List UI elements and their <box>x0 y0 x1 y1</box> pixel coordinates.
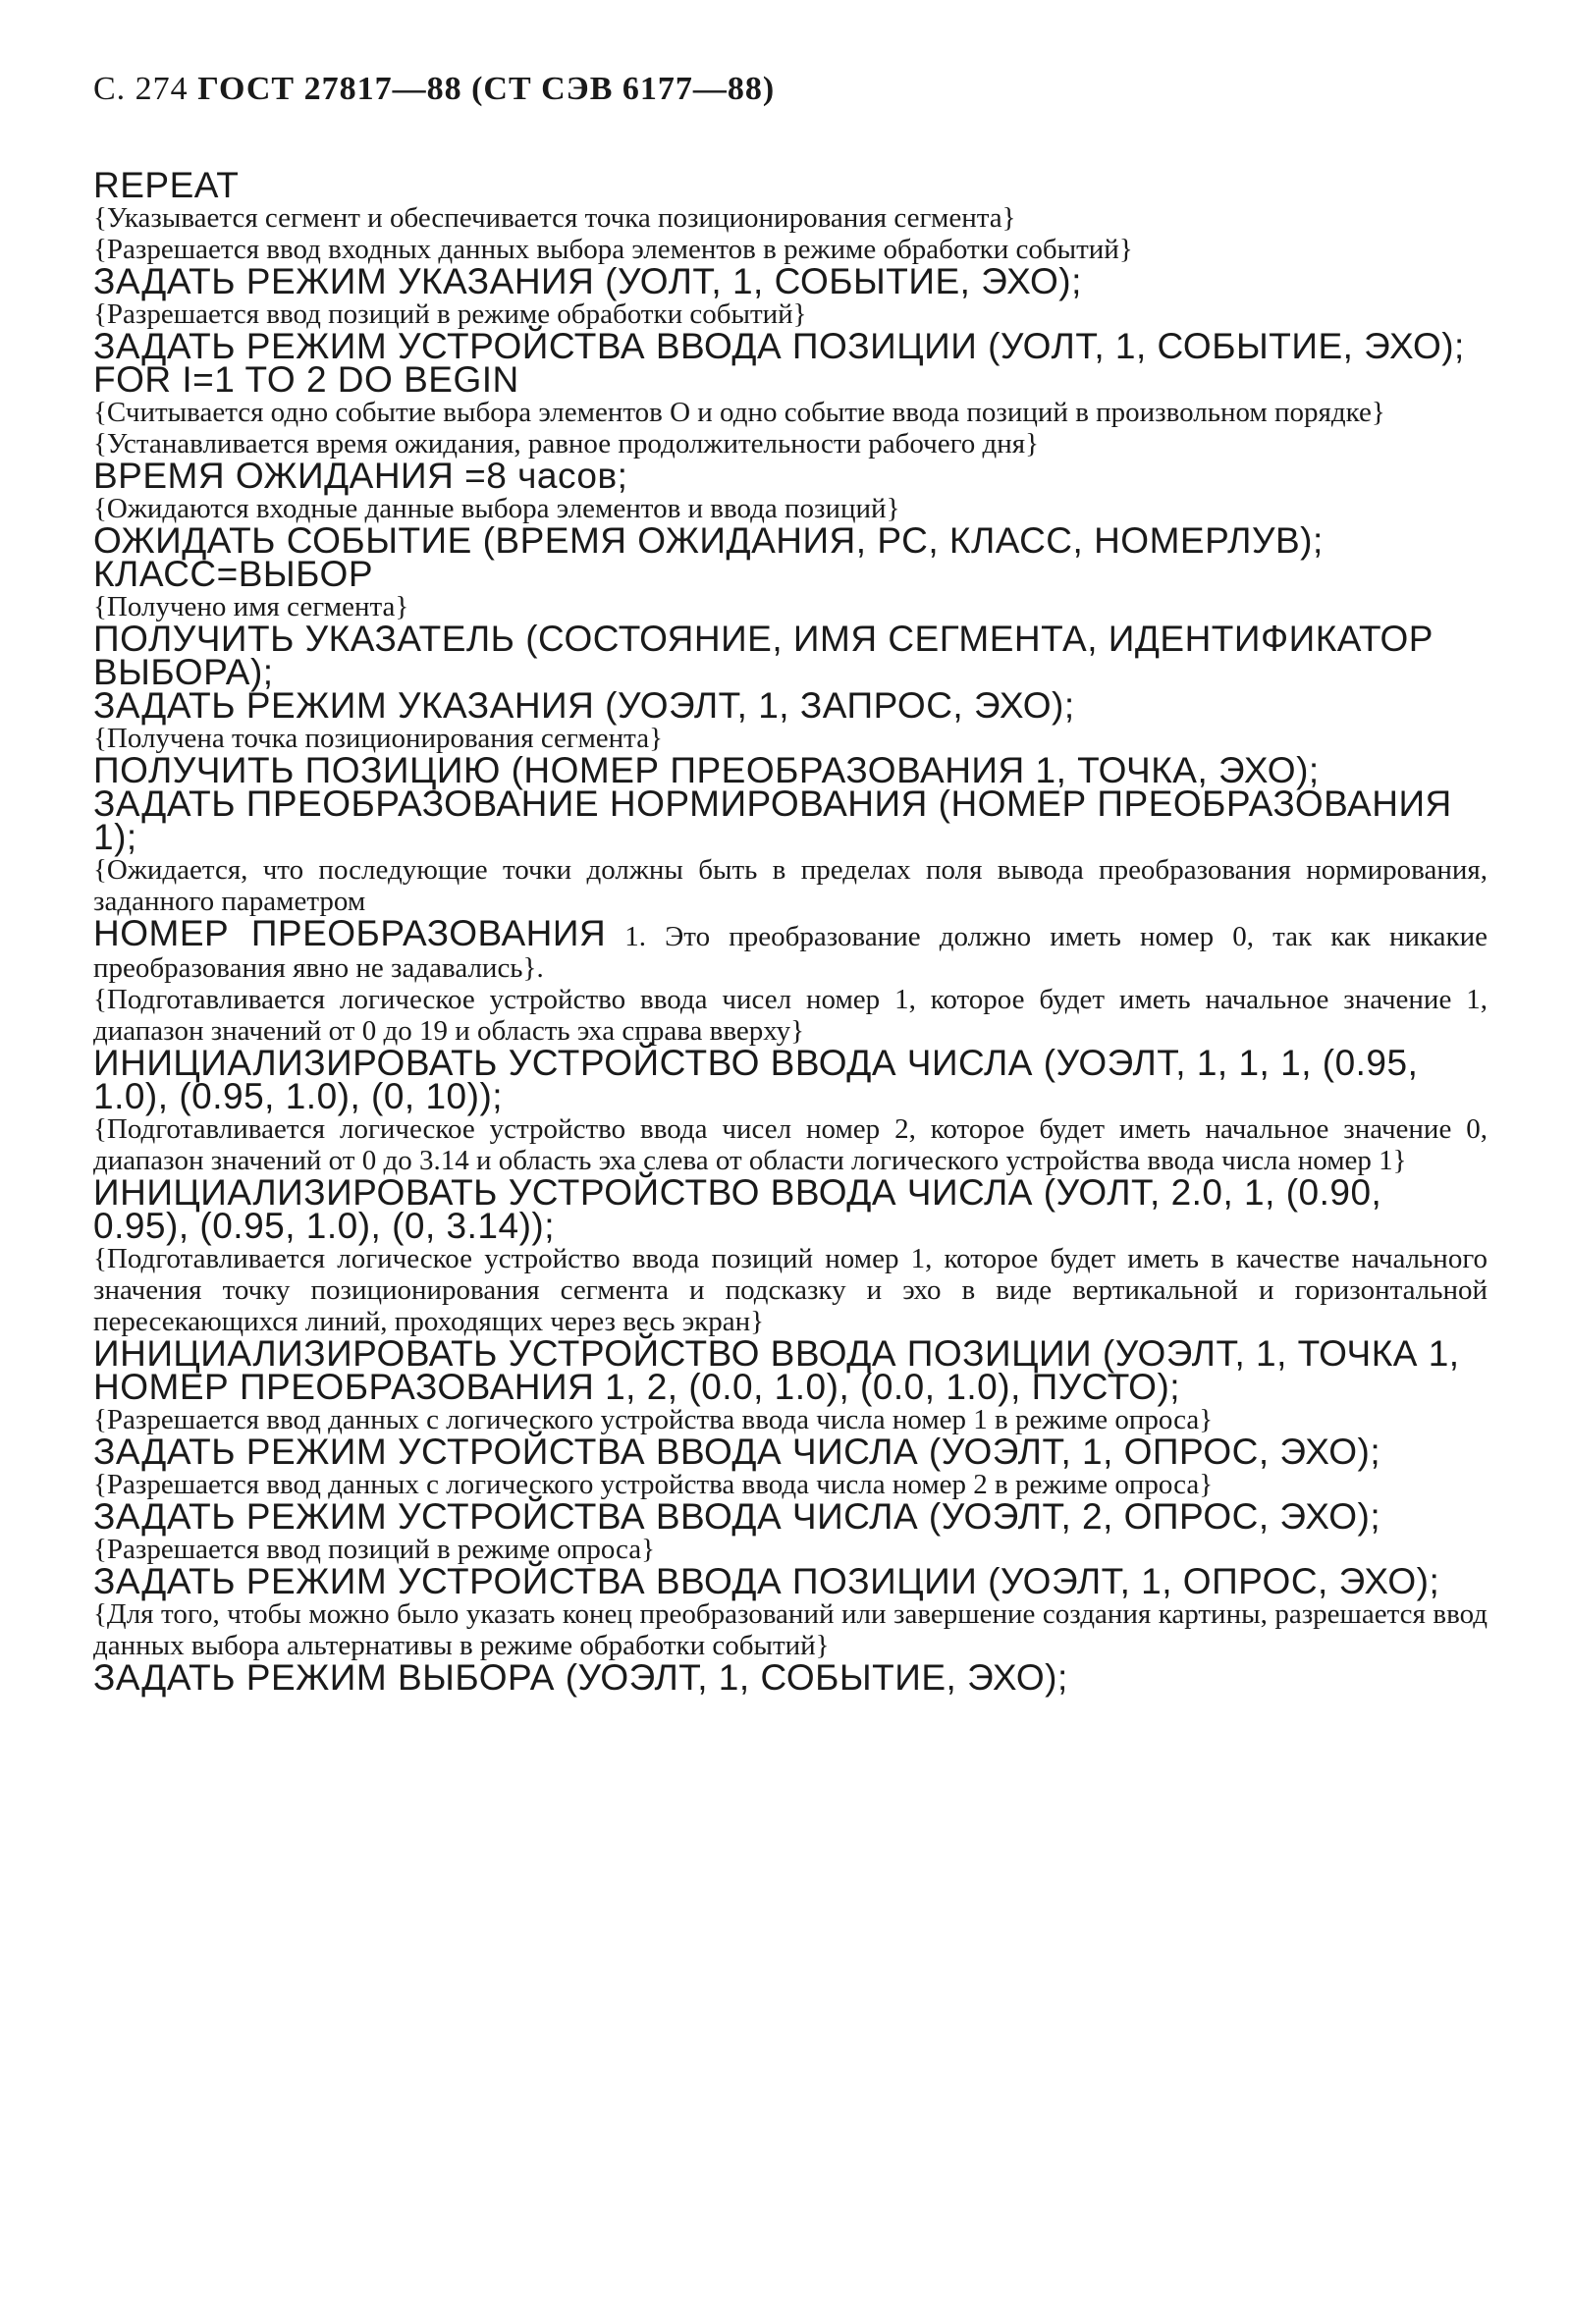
statement-line: ПОЛУЧИТЬ УКАЗАТЕЛЬ (СОСТОЯНИЕ, ИМЯ СЕГМЕНТА, ИДЕНТИФИКАТОР ВЫБОРА); <box>93 619 1434 692</box>
statement-line: ЗАДАТЬ РЕЖИМ УСТРОЙСТВА ВВОДА ЧИСЛА (УОЭЛТ, 2, ОПРОС, ЭХО); <box>93 1496 1381 1537</box>
comment-line: {Подготавливается логическое устройство ввода чисел номер 2, которое будет иметь начальное значение 0, диапазон значений от 0 до 3.14 и область эха слева от области логического устройства ввода числа номер 1} <box>93 1113 1488 1176</box>
statement-line: ЗАДАТЬ ПРЕОБРАЗОВАНИЕ НОРМИРОВАНИЯ (НОМЕР ПРЕОБРАЗОВАНИЯ 1); <box>93 784 1452 857</box>
statement-line: ЗАДАТЬ РЕЖИМ ВЫБОРА (УОЭЛТ, 1, СОБЫТИЕ, ЭХО); <box>93 1657 1068 1698</box>
statement-line: ЗАДАТЬ РЕЖИМ УСТРОЙСТВА ВВОДА ЧИСЛА (УОЭЛТ, 1, ОПРОС, ЭХО); <box>93 1432 1381 1472</box>
comment-line: {Устанавливается время ожидания, равное продолжительности рабочего дня} <box>93 428 1040 459</box>
standard-reference: (СТ СЭВ 6177—88) <box>471 71 776 107</box>
statement-line: ЗАДАТЬ РЕЖИМ УСТРОЙСТВА ВВОДА ПОЗИЦИИ (УОЛТ, 1, СОБЫТИЕ, ЭХО); <box>93 326 1465 366</box>
comment-line: {Подготавливается логическое устройство ввода позиций номер 1, которое будет иметь в качестве начального значения точку позиционирования сегмента и подсказку и эхо в виде вертикальной и горизонтальной пересекающихся линий, проходящих через весь экран} <box>93 1243 1488 1337</box>
comment-fragment: 1. Это преобразование должно иметь номер 0, так как никакие преобразования явно не задавались}. <box>93 921 1488 984</box>
comment-line: {Разрешается ввод данных с логического устройства ввода числа номер 1 в режиме опроса} <box>93 1404 1214 1435</box>
comment-line: {Указывается сегмент и обеспечивается точка позиционирования сегмента} <box>93 202 1016 234</box>
standard-number: ГОСТ 27817—88 <box>197 71 462 107</box>
statement-line: ЗАДАТЬ РЕЖИМ УСТРОЙСТВА ВВОДА ПОЗИЦИИ (УОЭЛТ, 1, ОПРОС, ЭХО); <box>93 1561 1440 1601</box>
page-number: С. 274 <box>93 71 189 107</box>
comment-line: {Ожидаются входные данные выбора элементов и ввода позиций} <box>93 493 900 524</box>
comment-line: {Разрешается ввод позиций в режиме опроса} <box>93 1534 656 1565</box>
document-page <box>93 71 1488 1698</box>
comment-line: {Получена точка позиционирования сегмента} <box>93 723 663 754</box>
mixed-line <box>93 913 1488 984</box>
comment-line: {Разрешается ввод позиций в режиме обработки событий} <box>93 298 807 330</box>
statement-line: ИНИЦИАЛИЗИРОВАТЬ УСТРОЙСТВО ВВОДА ЧИСЛА (УОЭЛТ, 1, 1, 1, (0.95, 1.0), (0.95, 1.0), (0, 10)); <box>93 1043 1419 1116</box>
statement-line: ПОЛУЧИТЬ ПОЗИЦИЮ (НОМЕР ПРЕОБРАЗОВАНИЯ 1, ТОЧКА, ЭХО); <box>93 750 1320 790</box>
comment-line: {Считывается одно событие выбора элементов О и одно событие ввода позиций в произвольном порядке} <box>93 397 1385 428</box>
comment-line: {Подготавливается логическое устройство ввода чисел номер 1, которое будет иметь начальное значение 1, диапазон значений от 0 до 19 и область эха справа вверху} <box>93 984 1488 1047</box>
statement-line: ВРЕМЯ ОЖИДАНИЯ =8 часов; <box>93 456 628 496</box>
statement-line: ОЖИДАТЬ СОБЫТИЕ (ВРЕМЯ ОЖИДАНИЯ, РС, КЛАСС, НОМЕРЛУВ); <box>93 520 1324 561</box>
statement-line: REPEAT <box>93 165 240 205</box>
comment-line: {Получено имя сегмента} <box>93 591 409 622</box>
statement-line: FOR I=1 TO 2 DO BEGIN <box>93 359 519 400</box>
code-listing <box>93 165 1488 1698</box>
statement-fragment: НОМЕР ПРЕОБРАЗОВАНИЯ <box>93 913 607 953</box>
statement-line: ИНИЦИАЛИЗИРОВАТЬ УСТРОЙСТВО ВВОДА ПОЗИЦИИ (УОЭЛТ, 1, ТОЧКА 1, НОМЕР ПРЕОБРАЗОВАНИЯ 1, 2, (0.0, 1.0), (0.0, 1.0), ПУСТО); <box>93 1333 1460 1407</box>
comment-line: {Разрешается ввод данных с логического устройства ввода числа номер 2 в режиме опроса} <box>93 1469 1214 1500</box>
statement-line: ЗАДАТЬ РЕЖИМ УКАЗАНИЯ (УОЭЛТ, 1, ЗАПРОС, ЭХО); <box>93 685 1075 726</box>
page-header <box>93 71 1488 108</box>
comment-line: {Разрешается ввод входных данных выбора элементов в режиме обработки событий} <box>93 234 1133 265</box>
comment-line: {Ожидается, что последующие точки должны быть в пределах поля вывода преобразования нормирования, заданного параметром <box>93 854 1488 917</box>
statement-line: ИНИЦИАЛИЗИРОВАТЬ УСТРОЙСТВО ВВОДА ЧИСЛА (УОЛТ, 2.0, 1, (0.90, 0.95), (0.95, 1.0), (0, 3.14)); <box>93 1172 1382 1246</box>
comment-line: {Для того, чтобы можно было указать конец преобразований или завершение создания картины, разрешается ввод данных выбора альтернативы в режиме обработки событий} <box>93 1598 1488 1661</box>
statement-line: КЛАСС=ВЫБОР <box>93 554 374 594</box>
statement-line: ЗАДАТЬ РЕЖИМ УКАЗАНИЯ (УОЛТ, 1, СОБЫТИЕ, ЭХО); <box>93 261 1082 301</box>
